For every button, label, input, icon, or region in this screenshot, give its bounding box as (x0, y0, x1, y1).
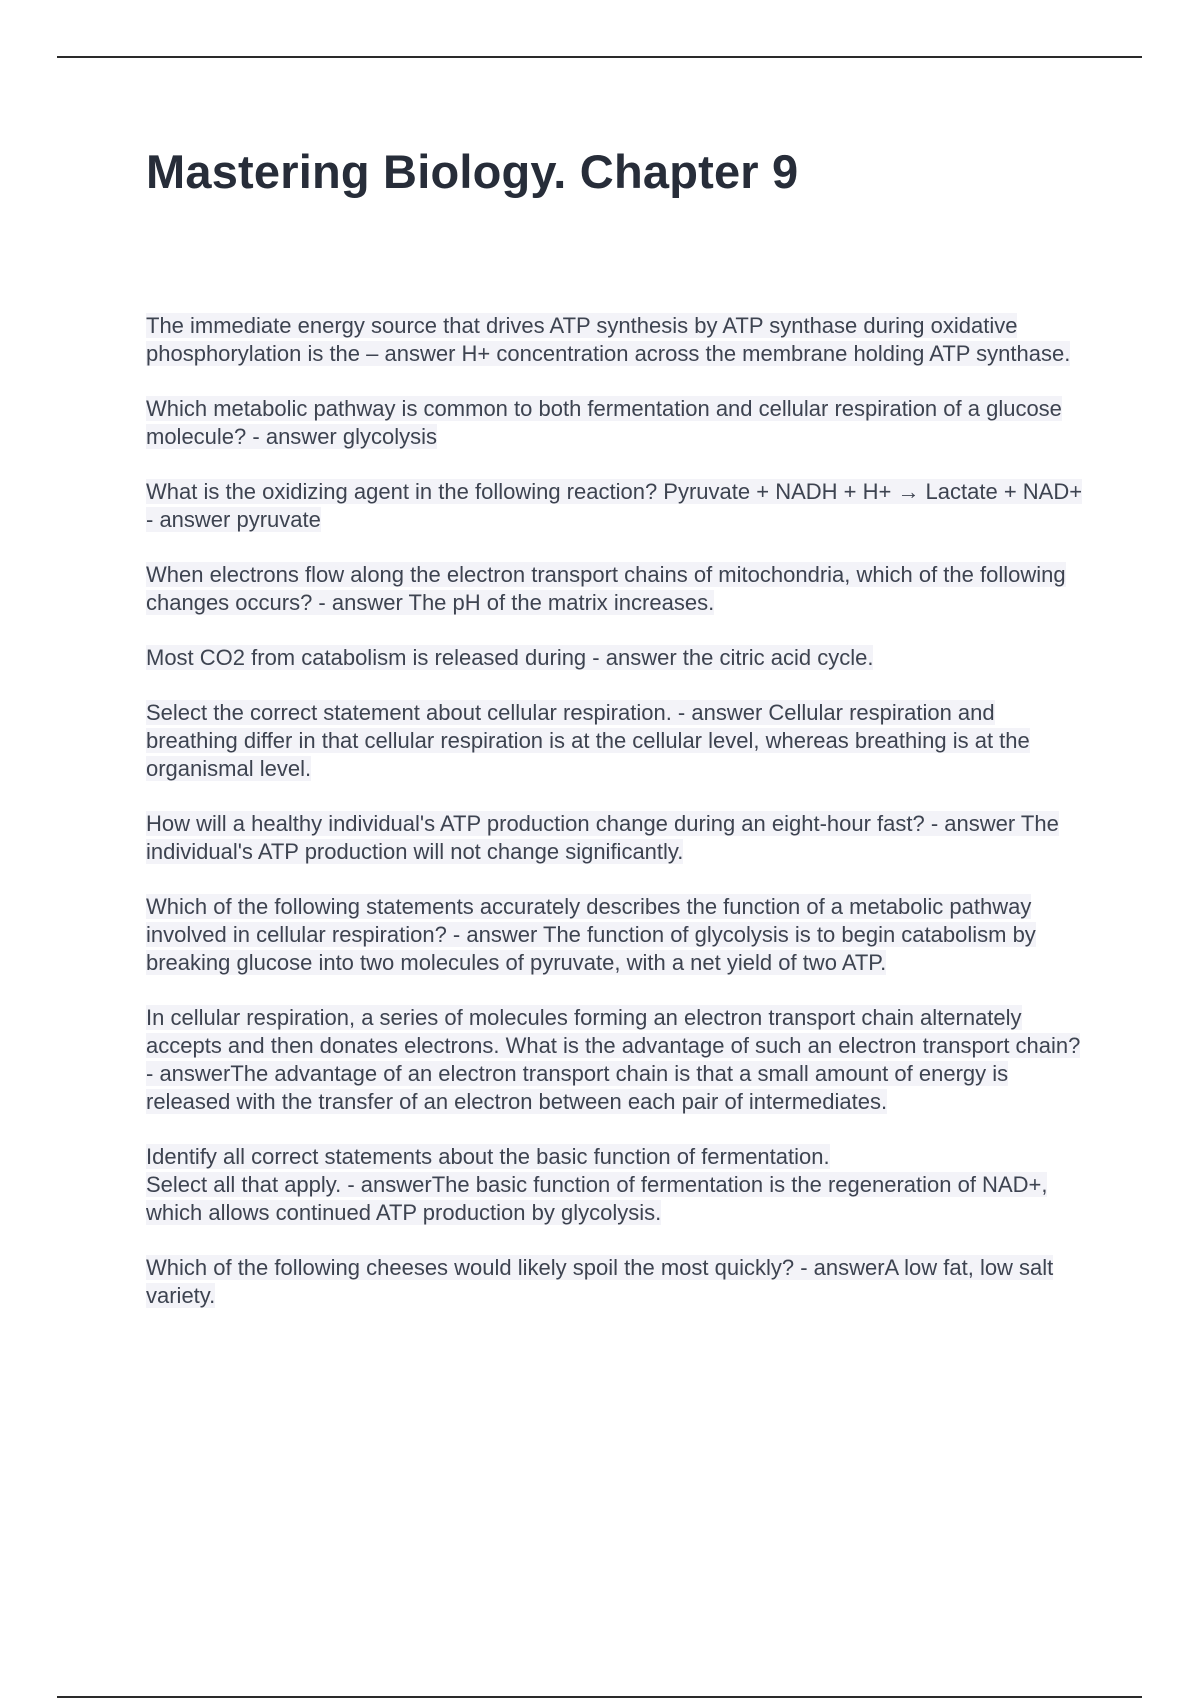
qa-text: In cellular respiration, a series of molecules forming an electron transport chain alternately accepts and then donates electrons. What is the advantage of such an electron transport chain? - answerThe advantage of an electron transport chain is that a small amount of energy is released with the transfer of an electron between each pair of intermediates. (146, 1005, 1081, 1114)
qa-item (146, 699, 1086, 783)
qa-item (146, 561, 1086, 617)
qa-text: Identify all correct statements about the basic function of fermentation. (146, 1144, 830, 1169)
qa-item (146, 1254, 1086, 1310)
qa-item (146, 312, 1086, 368)
qa-text: Select the correct statement about cellular respiration. - answer Cellular respiration and breathing differ in that cellular respiration is at the cellular level, whereas breathing is at the organismal level. (146, 700, 1030, 781)
page-title: Mastering Biology. Chapter 9 (146, 145, 799, 198)
qa-item (146, 1004, 1086, 1116)
qa-item (146, 478, 1086, 534)
qa-text-line2: Select all that apply. - answerThe basic function of fermentation is the regeneration of NAD+, which allows continued ATP production by glycolysis. (146, 1172, 1048, 1225)
bottom-rule (57, 1696, 1142, 1698)
qa-text: Which of the following statements accurately describes the function of a metabolic pathway involved in cellular respiration? - answer The function of glycolysis is to begin catabolism by breaking glucose into two molecules of pyruvate, with a net yield of two ATP. (146, 894, 1036, 975)
qa-text: The immediate energy source that drives ATP synthesis by ATP synthase during oxidative phosphorylation is the – answer H+ concentration across the membrane holding ATP synthase. (146, 313, 1071, 366)
qa-text: How will a healthy individual's ATP production change during an eight-hour fast? - answer The individual's ATP production will not change significantly. (146, 811, 1059, 864)
qa-item (146, 644, 1086, 672)
qa-text: When electrons flow along the electron transport chains of mitochondria, which of the following changes occurs? - answer The pH of the matrix increases. (146, 562, 1066, 615)
qa-text: What is the oxidizing agent in the following reaction? Pyruvate + NADH + H+ → Lactate + NAD+ - answer pyruvate (146, 479, 1083, 532)
qa-list (146, 312, 1086, 1337)
top-rule (57, 56, 1142, 58)
qa-item (146, 893, 1086, 977)
qa-item (146, 810, 1086, 866)
qa-text: Which metabolic pathway is common to both fermentation and cellular respiration of a glucose molecule? - answer glycolysis (146, 396, 1062, 449)
qa-item (146, 1143, 1086, 1227)
qa-item (146, 395, 1086, 451)
qa-text: Which of the following cheeses would likely spoil the most quickly? - answerA low fat, low salt variety. (146, 1255, 1054, 1308)
qa-text: Most CO2 from catabolism is released during - answer the citric acid cycle. (146, 645, 874, 670)
